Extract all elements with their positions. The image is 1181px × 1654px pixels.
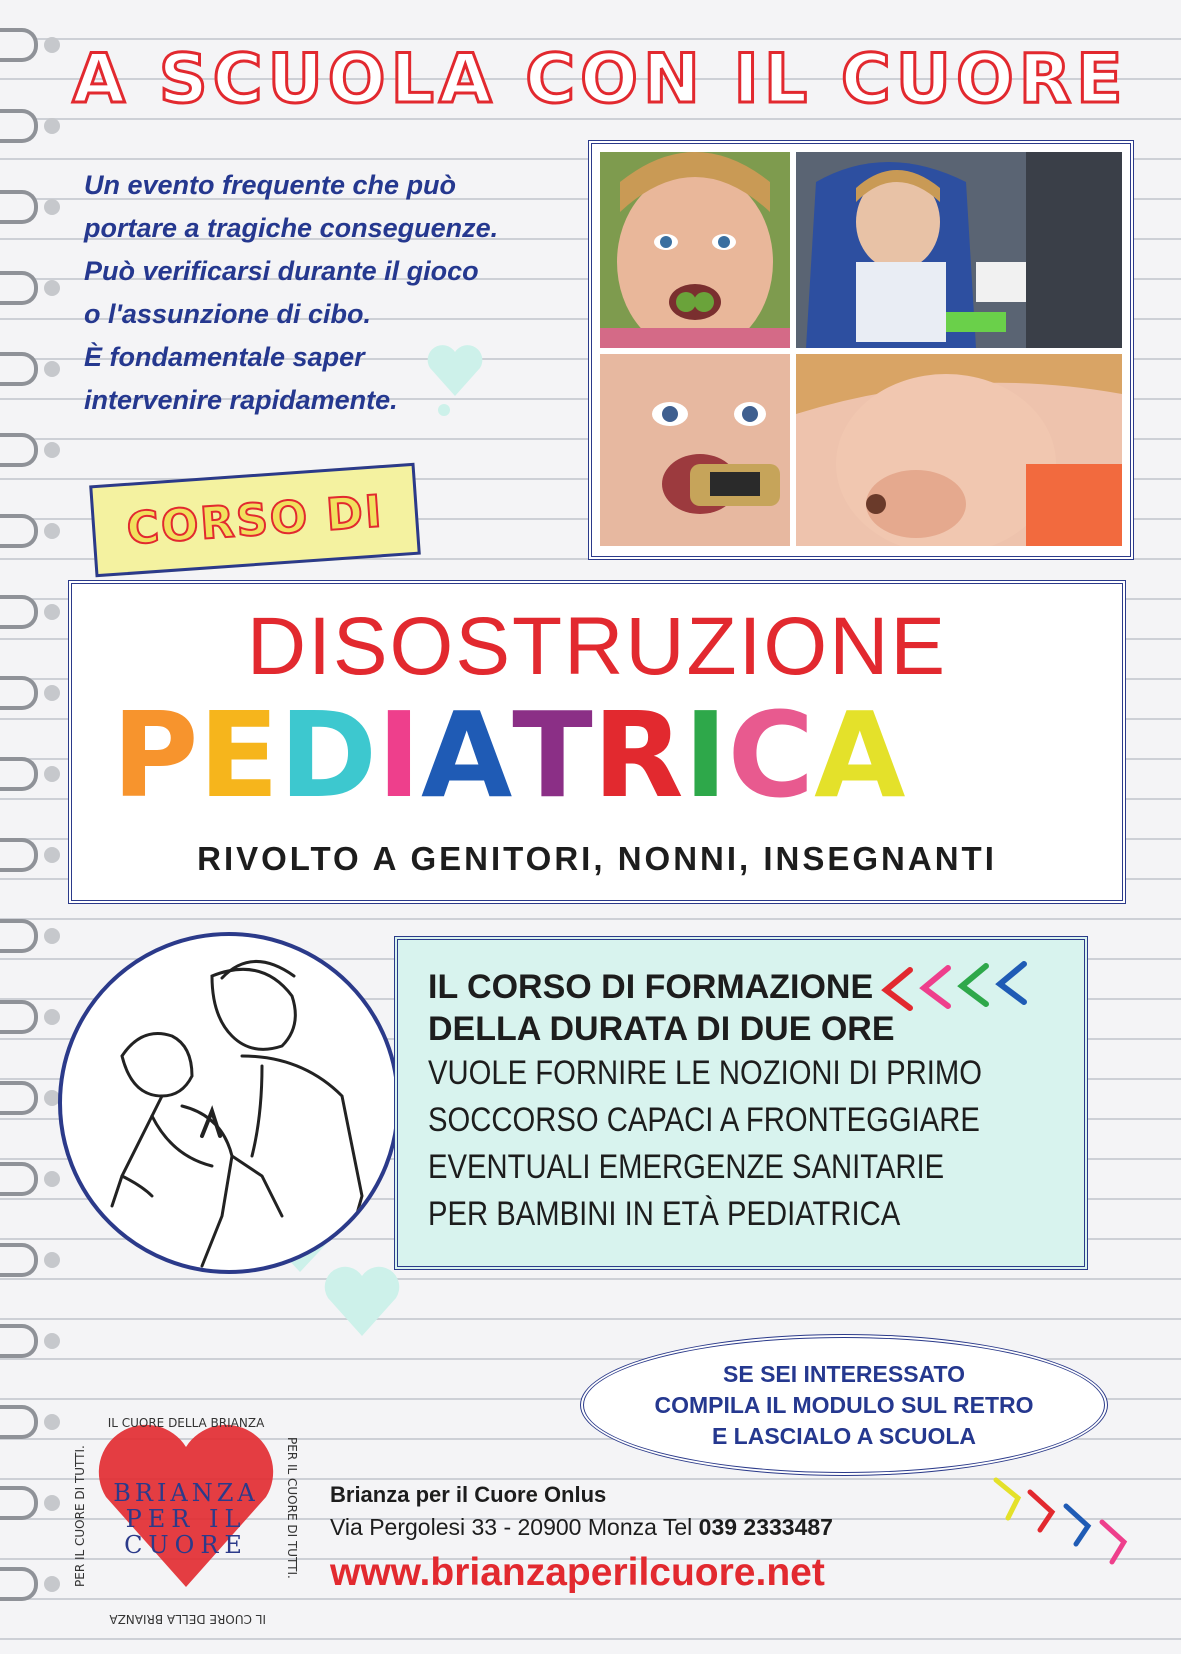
binding-hole [44, 604, 60, 620]
binding-hole [44, 442, 60, 458]
subheading-letter: I [683, 686, 728, 824]
binding-hole [44, 118, 60, 134]
course-info-line: SOCCORSO CAPACI A FRONTEGGIARE [428, 1101, 980, 1139]
intro-line: o l'assunzione di cibo. [84, 299, 371, 329]
binding-hole [44, 1009, 60, 1025]
spiral-ring [0, 919, 38, 953]
spiral-ring [0, 1567, 38, 1601]
binding-hole [44, 280, 60, 296]
course-info-line: EVENTUALI EMERGENZE SANITARIE [428, 1148, 945, 1186]
cta-line: E LASCIALO A SCUOLA [711, 1422, 977, 1449]
heart-icon [420, 336, 490, 416]
binding-hole [44, 928, 60, 944]
subheading-letter: I [377, 686, 421, 824]
child-mouth-grapes-photo [600, 152, 790, 348]
logo-line: BRIANZA [113, 1479, 259, 1507]
spiral-ring [0, 757, 38, 791]
spiral-ring [0, 1000, 38, 1034]
cta-line: SE SEI INTERESSATO [723, 1360, 965, 1387]
binding-hole [44, 1333, 60, 1349]
spiral-ring [0, 352, 38, 386]
spiral-ring [0, 595, 38, 629]
subheading-letter: A [814, 686, 906, 824]
logo-line: PER IL [125, 1505, 247, 1533]
contact-info [330, 1482, 833, 1595]
binding-hole [44, 361, 60, 377]
chevron-arrows-down-icon [990, 1470, 1140, 1580]
course-heading: DISOSTRUZIONE [246, 601, 948, 692]
subheading-letter: P [112, 686, 199, 824]
organization-name: Brianza per il Cuore Onlus [330, 1482, 607, 1507]
course-subheading [112, 686, 906, 824]
spiral-ring [0, 271, 38, 305]
logo-ring-right: PER IL CUORE DI TUTTI. [285, 1437, 299, 1579]
binding-hole [44, 199, 60, 215]
baby-mouth-toy-photo [600, 354, 790, 546]
child-car-seat-eating-photo [796, 152, 1122, 348]
call-to-action [580, 1334, 1108, 1476]
logo-ring-top: IL CUORE DELLA BRIANZA [107, 1416, 265, 1430]
spiral-ring [0, 838, 38, 872]
intro-line: Un evento frequente che può [84, 170, 457, 200]
binding-hole [44, 1576, 60, 1592]
binding-hole [44, 1171, 60, 1187]
course-title-box [68, 580, 1126, 904]
binding-hole [44, 847, 60, 863]
course-info-line: VUOLE FORNIRE LE NOZIONI DI PRIMO [428, 1054, 983, 1092]
phone-number: 039 2333487 [698, 1514, 833, 1540]
subheading-letter: E [198, 686, 280, 824]
brianza-per-il-cuore-logo [66, 1387, 306, 1627]
spiral-ring [0, 1081, 38, 1115]
spiral-ring [0, 1162, 38, 1196]
photo-collage [588, 140, 1134, 560]
spiral-ring [0, 433, 38, 467]
intro-line: intervenire rapidamente. [84, 385, 398, 415]
course-info-head [428, 966, 895, 1050]
spiral-ring [0, 1324, 38, 1358]
binding-hole [44, 523, 60, 539]
spiral-ring [0, 190, 38, 224]
binding-hole [44, 766, 60, 782]
binding-hole [44, 1252, 60, 1268]
binding-hole [44, 685, 60, 701]
spiral-ring [0, 514, 38, 548]
spiral-ring [0, 1486, 38, 1520]
spiral-ring [0, 1405, 38, 1439]
child-hand-mouth-photo [796, 354, 1122, 546]
page-title: A SCUOLA CON IL CUORE [72, 40, 1128, 119]
intro-line: portare a tragiche conseguenze. [84, 213, 499, 243]
logo-line: CUORE [124, 1531, 248, 1559]
course-info-line: PER BAMBINI IN ETÀ PEDIATRICA [428, 1195, 901, 1233]
cta-line: COMPILA IL MODULO SUL RETRO [654, 1391, 1034, 1418]
logo-ring-bottom: IL CUORE DELLA BRIANZA [109, 1612, 266, 1626]
course-info-body [428, 1050, 1047, 1238]
binding-hole [44, 1414, 60, 1430]
address [330, 1514, 833, 1541]
target-audience: RIVOLTO A GENITORI, NONNI, INSEGNANTI [197, 840, 997, 877]
subheading-letter: A [420, 686, 513, 824]
logo-ring-left: PER IL CUORE DI TUTTI. [73, 1445, 87, 1587]
subheading-letter: T [512, 686, 593, 824]
intro-line: È fondamentale saper [84, 342, 365, 372]
binding-hole [44, 37, 60, 53]
course-tag [89, 463, 421, 578]
spiral-ring [0, 28, 38, 62]
website-link[interactable]: www.brianzaperilcuore.net [330, 1551, 825, 1594]
course-info-head-line: DELLA DURATA DI DUE ORE [428, 1010, 895, 1048]
spiral-ring [0, 109, 38, 143]
subheading-letter: C [727, 686, 815, 824]
subheading-letter: D [279, 686, 378, 824]
binding-hole [44, 1495, 60, 1511]
course-tag-label: CORSO DI [125, 485, 385, 555]
spiral-ring [0, 1243, 38, 1277]
address-text: Via Pergolesi 33 - 20900 Monza Tel [330, 1514, 693, 1540]
chevron-arrows-icon [880, 960, 1040, 1020]
heimlich-illustration [58, 932, 400, 1274]
intro-line: Può verificarsi durante il gioco [84, 256, 479, 286]
course-info-head-line: IL CORSO DI FORMAZIONE [428, 968, 874, 1006]
subheading-letter: R [592, 686, 684, 824]
spiral-ring [0, 676, 38, 710]
